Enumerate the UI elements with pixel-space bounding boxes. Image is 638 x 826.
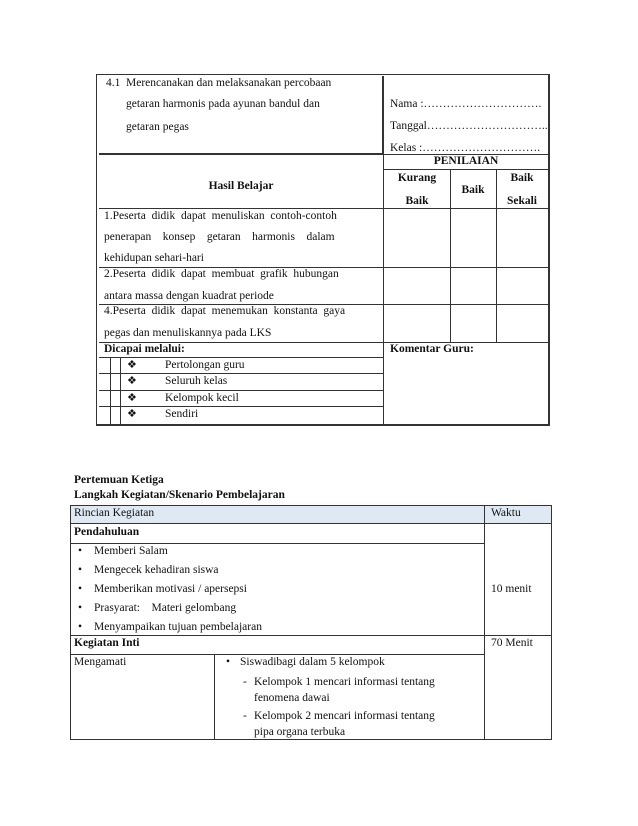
mengamati-label: Mengamati [74,656,127,668]
pend-time: 10 menit [491,583,532,595]
opt-col-1 [110,357,111,424]
dash-icon: - [243,710,247,722]
option-pertolongan: Pertolongan guru [165,359,245,371]
waktu-col-line [484,524,485,740]
col-sep-main [383,76,384,342]
pendahuluan-label: Pendahuluan [74,526,140,538]
penilaian-header: PENILAIAN [433,155,499,167]
criteria-3-line2: pegas dan menuliskannya pada LKS [104,327,272,339]
bullet-icon: • [226,656,231,668]
pend-item-3: Memberikan motivasi / apersepsi [94,583,247,595]
inti-main-item: Siswadibagi dalam 5 kelompok [240,656,385,668]
pend-sep [70,543,485,544]
identity-tanggal: Tanggal………………………….. [390,120,548,132]
criteria-1-line3: kehidupan sehari-hari [104,252,204,264]
baik-sekali-line1: Baik [510,172,534,184]
meeting-title: Pertemuan Ketiga [74,474,164,486]
col-sep-komentar [383,342,384,424]
col-sep-baik [450,170,451,342]
opt-col-2 [120,357,121,424]
kurang-baik-line1: Kurang [397,172,437,184]
criteria-2-line1: 2.Peserta didik dapat membuat grafik hubungan [104,268,339,280]
criteria-1-line1: 1.Peserta didik dapat menuliskan contoh-contoh [104,210,337,222]
bullet-icon: • [78,621,83,633]
dicapai-label: Dicapai melalui: [104,343,185,355]
objective-line-2: getaran harmonis pada ayunan bandul dan [126,98,320,110]
sub-item-2-line1: Kelompok 2 mencari informasi tentang [254,710,435,722]
objective-line-1: Merencanakan dan melaksanakan percobaan [126,77,332,89]
criteria-2-line2: antara massa dengan kuadrat periode [104,290,274,302]
opt-line-1 [99,373,383,374]
bullet-icon: • [78,583,83,595]
pend-item-2: Mengecek kehadiran siswa [94,564,219,576]
bullet-icon: • [78,564,83,576]
pend-item-4: Prasyarat: Materi gelombang [94,602,237,614]
criteria-3-line1: 4.Peserta didik dapat menemukan konstanta gaya [104,305,346,317]
bullet-icon: • [78,545,83,557]
option-kelompok: Kelompok kecil [165,392,239,404]
pend-item-5: Menyampaikan tujuan pembelajaran [94,621,262,633]
opt-line-2 [99,390,383,391]
identity-kelas: Kelas :…………………………. [390,142,541,154]
opt-line-0 [99,357,383,358]
pend-item-1: Memberi Salam [94,545,168,557]
diamond-bullet-icon: ❖ [127,408,137,420]
kurang-baik-line2: Baik [405,195,429,207]
row-line-1 [99,208,548,209]
opt-line-3 [99,406,383,407]
option-sendiri: Sendiri [165,408,199,420]
diamond-bullet-icon: ❖ [127,375,137,387]
col-sep-sekali [496,170,497,342]
identity-nama: Nama :…………………………. [390,98,542,110]
header-rincian: Rincian Kegiatan [74,507,155,519]
penilaian-underline [384,169,548,170]
diamond-bullet-icon: ❖ [127,359,137,371]
inti-label-line [70,654,485,655]
option-seluruh: Seluruh kelas [165,375,228,387]
inti-time: 70 Menit [491,637,533,649]
hasil-belajar-header: Hasil Belajar [208,180,274,192]
objective-number: 4.1 [106,77,121,89]
sub-item-1-line2: fenomena dawai [254,692,330,704]
objective-line-3: getaran pegas [126,121,189,133]
baik-sekali-line2: Sekali [506,195,538,207]
bullet-icon: • [78,602,83,614]
inti-label: Kegiatan Inti [74,637,140,649]
dash-icon: - [243,676,247,688]
sub-item-2-line2: pipa organa terbuka [254,726,346,738]
criteria-1-line2: penerapan konsep getaran harmonis dalam [104,231,335,243]
sub-item-1-line1: Kelompok 1 mencari informasi tentang [254,676,435,688]
header-waktu: Waktu [491,507,521,519]
baik-header: Baik [461,184,485,196]
komentar-label: Komentar Guru: [390,343,474,355]
inti-col-line [214,654,215,740]
meeting-subtitle: Langkah Kegiatan/Skenario Pembelajaran [74,489,285,501]
inti-top-line [70,635,552,636]
diamond-bullet-icon: ❖ [127,392,137,404]
